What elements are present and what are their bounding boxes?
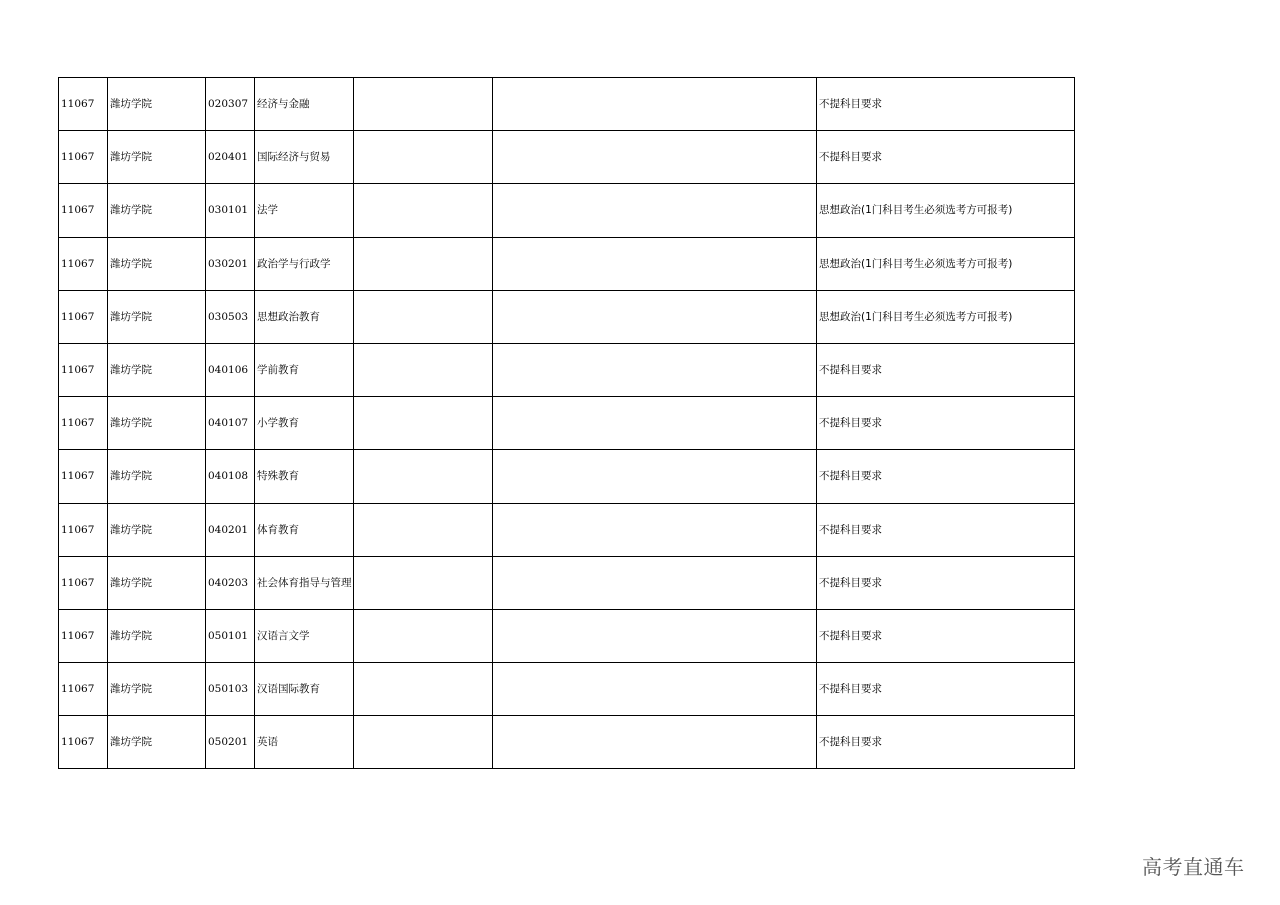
major-code-cell: 040107 — [206, 397, 255, 450]
table-row — [59, 609, 1075, 662]
major-name-cell: 国际经济与贸易 — [255, 131, 354, 184]
school-code-cell: 11067 — [59, 397, 108, 450]
blank-cell — [493, 237, 817, 290]
school-code-cell: 11067 — [59, 78, 108, 131]
major-name-cell: 汉语言文学 — [255, 609, 354, 662]
blank-cell — [493, 609, 817, 662]
major-code-cell: 040108 — [206, 450, 255, 503]
table-row — [59, 450, 1075, 503]
table-row — [59, 237, 1075, 290]
blank-cell — [493, 131, 817, 184]
blank-cell — [354, 78, 493, 131]
blank-cell — [493, 290, 817, 343]
blank-cell — [354, 609, 493, 662]
blank-cell — [493, 78, 817, 131]
table-row — [59, 78, 1075, 131]
major-name-cell: 政治学与行政学 — [255, 237, 354, 290]
table-row — [59, 343, 1075, 396]
blank-cell — [354, 343, 493, 396]
blank-cell — [354, 397, 493, 450]
school-code-cell: 11067 — [59, 131, 108, 184]
school-name-cell: 潍坊学院 — [108, 716, 206, 769]
blank-cell — [493, 503, 817, 556]
major-code-cell: 040201 — [206, 503, 255, 556]
subject-requirement-cell: 不提科目要求 — [817, 78, 1075, 131]
table-body — [59, 78, 1075, 769]
subject-requirement-cell: 不提科目要求 — [817, 131, 1075, 184]
major-code-cell: 020401 — [206, 131, 255, 184]
blank-cell — [493, 556, 817, 609]
school-code-cell: 11067 — [59, 609, 108, 662]
subject-requirement-cell: 思想政治(1门科目考生必须选考方可报考) — [817, 237, 1075, 290]
school-name-cell: 潍坊学院 — [108, 237, 206, 290]
major-code-cell: 030503 — [206, 290, 255, 343]
school-code-cell: 11067 — [59, 663, 108, 716]
table-row — [59, 503, 1075, 556]
school-name-cell: 潍坊学院 — [108, 78, 206, 131]
school-code-cell: 11067 — [59, 556, 108, 609]
major-name-cell: 英语 — [255, 716, 354, 769]
subject-requirement-cell: 不提科目要求 — [817, 450, 1075, 503]
major-name-cell: 学前教育 — [255, 343, 354, 396]
major-name-cell: 经济与金融 — [255, 78, 354, 131]
school-code-cell: 11067 — [59, 184, 108, 237]
watermark-text: 高考直通车 — [1142, 855, 1245, 879]
school-name-cell: 潍坊学院 — [108, 503, 206, 556]
subject-requirement-cell: 不提科目要求 — [817, 397, 1075, 450]
blank-cell — [493, 184, 817, 237]
major-name-cell: 体育教育 — [255, 503, 354, 556]
blank-cell — [354, 290, 493, 343]
school-code-cell: 11067 — [59, 503, 108, 556]
subject-requirement-cell: 思想政治(1门科目考生必须选考方可报考) — [817, 290, 1075, 343]
school-code-cell: 11067 — [59, 290, 108, 343]
school-name-cell: 潍坊学院 — [108, 184, 206, 237]
major-code-cell: 050101 — [206, 609, 255, 662]
major-code-cell: 050201 — [206, 716, 255, 769]
table-row — [59, 131, 1075, 184]
major-name-cell: 特殊教育 — [255, 450, 354, 503]
subject-requirement-cell: 不提科目要求 — [817, 503, 1075, 556]
blank-cell — [354, 663, 493, 716]
blank-cell — [354, 556, 493, 609]
school-code-cell: 11067 — [59, 343, 108, 396]
blank-cell — [354, 237, 493, 290]
blank-cell — [354, 450, 493, 503]
blank-cell — [493, 397, 817, 450]
table-row — [59, 556, 1075, 609]
subject-requirement-cell: 思想政治(1门科目考生必须选考方可报考) — [817, 184, 1075, 237]
school-name-cell: 潍坊学院 — [108, 131, 206, 184]
school-name-cell: 潍坊学院 — [108, 343, 206, 396]
subject-requirement-cell: 不提科目要求 — [817, 716, 1075, 769]
blank-cell — [354, 503, 493, 556]
major-code-cell: 020307 — [206, 78, 255, 131]
school-code-cell: 11067 — [59, 237, 108, 290]
table-row — [59, 184, 1075, 237]
school-name-cell: 潍坊学院 — [108, 397, 206, 450]
major-name-cell: 小学教育 — [255, 397, 354, 450]
school-name-cell: 潍坊学院 — [108, 290, 206, 343]
blank-cell — [493, 716, 817, 769]
school-code-cell: 11067 — [59, 716, 108, 769]
school-name-cell: 潍坊学院 — [108, 609, 206, 662]
table-row — [59, 397, 1075, 450]
major-name-cell: 社会体育指导与管理 — [255, 556, 354, 609]
major-name-cell: 汉语国际教育 — [255, 663, 354, 716]
major-code-cell: 030201 — [206, 237, 255, 290]
major-code-cell: 030101 — [206, 184, 255, 237]
blank-cell — [354, 184, 493, 237]
school-name-cell: 潍坊学院 — [108, 450, 206, 503]
blank-cell — [493, 663, 817, 716]
subject-requirement-cell: 不提科目要求 — [817, 556, 1075, 609]
subject-requirement-cell: 不提科目要求 — [817, 609, 1075, 662]
table-row — [59, 290, 1075, 343]
table-row — [59, 716, 1075, 769]
subject-requirement-cell: 不提科目要求 — [817, 343, 1075, 396]
major-code-cell: 040203 — [206, 556, 255, 609]
blank-cell — [493, 343, 817, 396]
major-code-cell: 040106 — [206, 343, 255, 396]
blank-cell — [493, 450, 817, 503]
school-code-cell: 11067 — [59, 450, 108, 503]
major-name-cell: 思想政治教育 — [255, 290, 354, 343]
major-name-cell: 法学 — [255, 184, 354, 237]
major-code-cell: 050103 — [206, 663, 255, 716]
subject-requirement-cell: 不提科目要求 — [817, 663, 1075, 716]
school-name-cell: 潍坊学院 — [108, 556, 206, 609]
subject-requirements-table — [58, 77, 1075, 769]
school-name-cell: 潍坊学院 — [108, 663, 206, 716]
blank-cell — [354, 131, 493, 184]
table-row — [59, 663, 1075, 716]
blank-cell — [354, 716, 493, 769]
